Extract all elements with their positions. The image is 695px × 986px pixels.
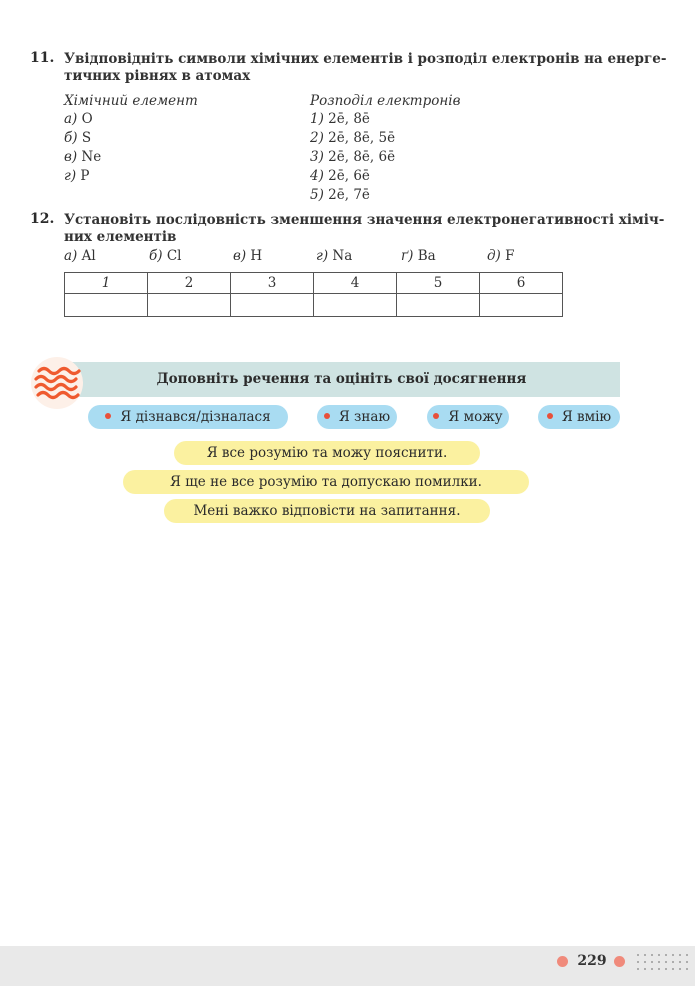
sequence-option: д) F: [487, 248, 515, 264]
element-option: б) S: [64, 130, 92, 146]
answer-table-header-cell: 2: [148, 273, 231, 294]
element-option: а) O: [64, 111, 93, 127]
answer-table-header-row: [65, 273, 563, 294]
distribution-option: 4) 2ē, 6ē: [310, 168, 370, 184]
task-12-text-line1: Установіть послідовність зменшення значення електронегативності хіміч-: [64, 212, 665, 228]
answer-cell[interactable]: [65, 294, 148, 317]
sequence-option: б) Cl: [149, 248, 182, 264]
answer-cell[interactable]: [314, 294, 397, 317]
answer-table-header-cell: 1: [65, 273, 148, 294]
element-column-header: Хімічний елемент: [64, 93, 198, 109]
answer-table: [64, 272, 563, 317]
prompt-pill-able: Я вмію: [538, 405, 620, 429]
bullet-icon: [105, 413, 111, 419]
answer-cell[interactable]: [397, 294, 480, 317]
reflection-title: Доповніть речення та оцініть свої досягнення: [156, 371, 527, 387]
page-dot-left-icon: [557, 956, 568, 967]
answer-table-answer-row: [65, 294, 563, 317]
task-11-number: 11.: [30, 50, 55, 66]
element-option: г) P: [64, 168, 90, 184]
task-11-text-line1: Увідповідніть символи хімічних елементів і розподіл електронів на енерге-: [64, 51, 667, 67]
page-dot-right-icon: [614, 956, 625, 967]
distribution-option: 5) 2ē, 7ē: [310, 187, 370, 203]
answer-table-header-cell: 5: [397, 273, 480, 294]
prompt-pill-learned: Я дізнався/дізналася: [88, 405, 288, 429]
prompt-pill-know: Я знаю: [317, 405, 397, 429]
page-number: 229: [577, 953, 607, 969]
answer-table-header-cell: 3: [231, 273, 314, 294]
answer-table-header-cell: 4: [314, 273, 397, 294]
bullet-icon: [433, 413, 439, 419]
statement-pill: Я все розумію та можу пояснити.: [174, 441, 480, 465]
distribution-option: 2) 2ē, 8ē, 5ē: [310, 130, 396, 146]
statement-pill: Я ще не все розумію та допускаю помилки.: [123, 470, 529, 494]
task-12-text-line2: них елементів: [64, 229, 177, 245]
distribution-column-header: Розподіл електронів: [310, 93, 461, 109]
sequence-option: а) Al: [64, 248, 96, 264]
answer-table-header-cell: 6: [480, 273, 563, 294]
statement-pill: Мені важко відповісти на запитання.: [164, 499, 490, 523]
prompt-pill-can: Я можу: [427, 405, 509, 429]
sequence-option: в) H: [233, 248, 263, 264]
answer-cell[interactable]: [231, 294, 314, 317]
sequence-option: г) Na: [316, 248, 353, 264]
distribution-option: 3) 2ē, 8ē, 6ē: [310, 149, 396, 165]
answer-cell[interactable]: [480, 294, 563, 317]
distribution-option: 1) 2ē, 8ē: [310, 111, 370, 127]
task-11-text-line2: тичних рівнях в атомах: [64, 68, 251, 84]
element-option: в) Ne: [64, 149, 102, 165]
dot-grid-icon: [636, 952, 692, 974]
task-12-number: 12.: [30, 211, 55, 227]
sequence-option: ґ) Ba: [401, 248, 436, 264]
bullet-icon: [324, 413, 330, 419]
bullet-icon: [547, 413, 553, 419]
answer-cell[interactable]: [148, 294, 231, 317]
